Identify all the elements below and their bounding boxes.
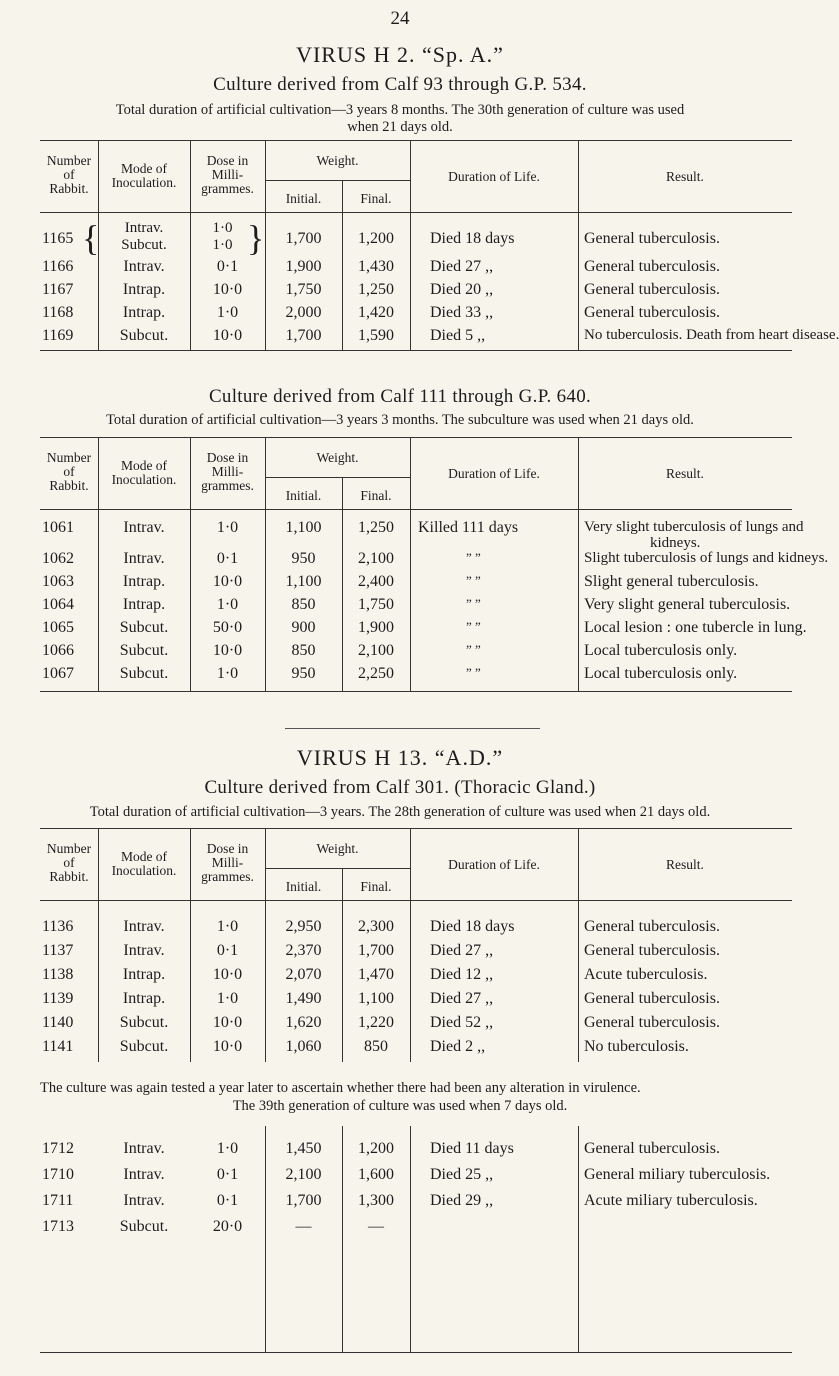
row-mode: Intrav. [123, 942, 165, 959]
row-final: 1,100 [358, 990, 394, 1007]
row-mode: Subcut. [119, 642, 169, 659]
row-initial: 1,700 [285, 1192, 322, 1209]
row-result: Acute miliary tuberculosis. [584, 1192, 758, 1209]
row-mode: Intrav. [123, 1140, 165, 1157]
row-number: 1065 [42, 619, 74, 636]
header-duration: Duration of Life. [448, 857, 540, 872]
row-final: — [368, 1218, 384, 1235]
row-dose: 1·0 [216, 1140, 239, 1157]
row-mode: Intrap. [122, 596, 166, 613]
row-duration: ” ” [466, 665, 481, 680]
row-mode: Intrav. [123, 550, 165, 567]
row-duration: Died 18 days [430, 230, 515, 247]
row-duration: Died 12 ,, [430, 966, 494, 983]
row-duration: ” ” [466, 573, 481, 588]
row-dose: 1·0 [216, 990, 239, 1007]
row-dose: 0·1 [216, 942, 239, 959]
row-number: 1167 [42, 281, 74, 298]
row-number: 1138 [42, 966, 74, 983]
header-initial: Initial. [285, 191, 322, 206]
row-result: General miliary tuberculosis. [584, 1166, 771, 1183]
row-number: 1067 [42, 665, 74, 682]
header-text: of [63, 855, 75, 870]
row-mode: Intrap. [122, 966, 166, 983]
header-bottom-rule [40, 900, 792, 901]
row-result: General tuberculosis. [584, 942, 720, 959]
row-initial: 2,100 [285, 1166, 322, 1183]
header-text: Inoculation. [111, 175, 177, 190]
weight-subrule [265, 477, 410, 478]
header-final: Final. [360, 488, 392, 503]
row-dose: 0·1 [216, 258, 239, 275]
culture-desc-1a: Total duration of artificial cultivation—3 years 8 months. The 30th generation of culture was used [115, 102, 685, 118]
row-result: General tuberculosis. [584, 918, 720, 935]
row-duration: Died 52 ,, [430, 1014, 494, 1031]
row-mode: Subcut. [119, 619, 169, 636]
row-final: 1,250 [358, 519, 394, 536]
row-duration: ” ” [466, 596, 481, 611]
row-initial: 1,700 [285, 327, 322, 344]
row-mode: Subcut. [119, 1218, 169, 1235]
row-dose: 1·0 [212, 220, 233, 236]
header-text: Rabbit. [49, 181, 89, 196]
header-weight: Weight. [316, 450, 359, 465]
row-dose: 10·0 [212, 327, 243, 344]
header-bottom-rule [40, 212, 792, 213]
header-mode [98, 162, 190, 190]
row-initial: — [295, 1218, 312, 1235]
culture-title-2: Culture derived from Calf 111 through G.P. 640. [208, 386, 592, 407]
culture-title-3: Culture derived from Calf 301. (Thoracic Gland.) [204, 777, 596, 798]
table-1 [0, 140, 839, 355]
row-number: 1169 [42, 327, 74, 344]
row-initial: 900 [291, 619, 316, 636]
row-result: General tuberculosis. [584, 258, 720, 275]
header-bottom-rule [40, 509, 792, 510]
row-final: 1,300 [358, 1192, 394, 1209]
header-text: Milli- [211, 167, 244, 182]
table-3 [0, 828, 800, 1348]
header-text: Dose in [206, 841, 249, 856]
row-final: 2,100 [358, 550, 394, 567]
row-duration: Died 27 ,, [430, 990, 494, 1007]
row-final: 2,100 [358, 642, 394, 659]
row-dose: 1·0 [216, 304, 239, 321]
brace-left: { [82, 218, 100, 258]
row-final: 1,250 [358, 281, 394, 298]
header-mode [98, 459, 190, 487]
row-number: 1168 [42, 304, 74, 321]
row-number: 1710 [42, 1166, 74, 1183]
header-initial: Initial. [285, 879, 322, 894]
row-initial: 950 [291, 665, 316, 682]
col-divider [342, 868, 343, 1062]
header-text: of [63, 167, 75, 182]
row-number: 1062 [42, 550, 74, 567]
row-dose: 0·1 [216, 1192, 239, 1209]
header-result: Result. [666, 857, 704, 872]
row-result: General tuberculosis. [584, 304, 720, 321]
row-initial: 1,100 [285, 519, 322, 536]
table-bottom-rule [40, 350, 792, 351]
row-initial: 950 [291, 550, 316, 567]
retest-note-line1: The culture was again tested a year later to ascertain whether there had been any alteration in virulence. [40, 1080, 641, 1096]
row-final: 1,750 [358, 596, 394, 613]
header-duration: Duration of Life. [448, 466, 540, 481]
row-result: General tuberculosis. [584, 1014, 720, 1031]
row-final: 850 [364, 1038, 388, 1055]
row-mode: Subcut. [119, 327, 169, 344]
row-dose: 50·0 [212, 619, 243, 636]
header-text: Rabbit. [49, 478, 89, 493]
header-weight: Weight. [316, 841, 359, 856]
row-mode: Intrav. [123, 1192, 165, 1209]
col-divider [342, 1126, 343, 1352]
row-mode: Intrav. [124, 220, 164, 236]
row-result: Local tuberculosis only. [584, 665, 738, 682]
row-number: 1140 [42, 1014, 74, 1031]
culture-title-1: Culture derived from Calf 93 through G.P. 534. [213, 74, 587, 95]
row-final: 1,200 [358, 1140, 394, 1157]
row-number: 1711 [42, 1192, 74, 1209]
row-initial: 2,000 [285, 304, 322, 321]
header-initial: Initial. [285, 488, 322, 503]
header-text: Dose in [206, 153, 249, 168]
table-top-rule [40, 437, 792, 438]
row-duration: Died 33 ,, [430, 304, 494, 321]
row-dose: 10·0 [212, 1038, 243, 1055]
row-dose: 10·0 [212, 1014, 243, 1031]
row-number: 1064 [42, 596, 74, 613]
header-text: Number [46, 450, 92, 465]
row-duration: Died 2 ,, [430, 1038, 486, 1055]
row-final: 1,470 [358, 966, 394, 983]
row-initial: 1,450 [285, 1140, 322, 1157]
header-text: Number [46, 841, 92, 856]
row-duration: Died 20 ,, [430, 281, 494, 298]
row-duration: Died 18 days [430, 918, 515, 935]
row-number: 1713 [42, 1218, 74, 1235]
row-dose: 20·0 [212, 1218, 243, 1235]
culture-desc-2: Total duration of artificial cultivation—3 years 3 months. The subculture was used when 21 days old. [106, 412, 694, 428]
row-number: 1136 [42, 918, 74, 935]
row-final: 1,220 [358, 1014, 394, 1031]
row-duration: Died 27 ,, [430, 258, 494, 275]
section-separator [285, 728, 540, 729]
row-duration: Died 27 ,, [430, 942, 494, 959]
row-mode: Intrav. [123, 519, 165, 536]
row-mode: Intrap. [122, 304, 166, 321]
header-text: Milli- [211, 464, 244, 479]
row-final: 2,300 [358, 918, 394, 935]
row-duration: Killed 111 days [418, 519, 519, 536]
row-dose: 0·1 [216, 1166, 239, 1183]
row-mode: Intrap. [122, 573, 166, 590]
row-mode: Intrav. [123, 258, 165, 275]
row-mode: Intrav. [123, 1166, 165, 1183]
row-dose: 0·1 [216, 550, 239, 567]
header-text: grammes. [201, 478, 254, 493]
header-mode [98, 850, 190, 878]
row-number: 1063 [42, 573, 74, 590]
row-duration: ” ” [466, 642, 481, 657]
row-number: 1141 [42, 1038, 74, 1055]
virus-title-h2: VIRUS H 2. “Sp. A.” [296, 42, 504, 67]
row-result: General tuberculosis. [584, 1140, 720, 1157]
row-initial: 1,490 [285, 990, 322, 1007]
header-duration: Duration of Life. [448, 169, 540, 184]
row-final: 1,590 [358, 327, 394, 344]
brace-right: } [247, 218, 265, 258]
col-divider [410, 1126, 411, 1352]
header-dose [190, 451, 265, 493]
row-initial: 1,900 [285, 258, 322, 275]
row-final: 2,250 [358, 665, 394, 682]
row-dose: 1·0 [216, 918, 239, 935]
weight-subrule [265, 180, 410, 181]
header-text: grammes. [201, 181, 254, 196]
row-initial: 850 [291, 596, 316, 613]
header-result: Result. [666, 169, 704, 184]
row-dose: 1·0 [216, 596, 239, 613]
row-mode: Subcut. [119, 1014, 169, 1031]
row-result: General tuberculosis. [584, 990, 720, 1007]
table-top-rule [40, 140, 792, 141]
table-top-rule [40, 828, 792, 829]
row-result: Local tuberculosis only. [584, 642, 738, 659]
row-initial: 1,100 [285, 573, 322, 590]
row-result: Slight tuberculosis of lungs and kidneys. [584, 550, 829, 566]
row-initial: 2,070 [285, 966, 322, 983]
culture-desc-1b: when 21 days old. [347, 119, 453, 135]
row-final: 1,420 [358, 304, 394, 321]
row-initial: 2,950 [285, 918, 322, 935]
row-duration: Died 29 ,, [430, 1192, 494, 1209]
table-bottom-rule [40, 691, 792, 692]
row-final: 1,700 [358, 942, 394, 959]
row-mode: Subcut. [121, 237, 167, 253]
header-text: Rabbit. [49, 869, 89, 884]
row-mode: Subcut. [119, 1038, 169, 1055]
row-result-continued: kidneys. [650, 535, 701, 551]
row-final: 1,600 [358, 1166, 394, 1183]
row-initial: 1,700 [285, 230, 322, 247]
header-text: Dose in [206, 450, 249, 465]
row-number: 1139 [42, 990, 74, 1007]
row-number: 1166 [42, 258, 74, 275]
row-dose: 1·0 [216, 519, 239, 536]
header-result: Result. [666, 466, 704, 481]
header-weight: Weight. [316, 153, 359, 168]
row-dose: 10·0 [212, 966, 243, 983]
row-initial: 1,750 [285, 281, 322, 298]
header-final: Final. [360, 191, 392, 206]
retest-note-line2: The 39th generation of culture was used when 7 days old. [232, 1098, 568, 1114]
row-dose: 1·0 [216, 665, 239, 682]
row-result: General tuberculosis. [584, 230, 720, 247]
header-text: Mode of [120, 161, 168, 176]
header-number [40, 842, 98, 884]
row-result: No tuberculosis. Death from heart disease. [584, 327, 839, 343]
row-dose: 1·0 [212, 237, 233, 253]
row-duration: ” ” [466, 619, 481, 634]
weight-subrule [265, 868, 410, 869]
virus-title-h13: VIRUS H 13. “A.D.” [296, 745, 504, 770]
row-duration: ” ” [466, 550, 481, 565]
row-dose: 10·0 [212, 642, 243, 659]
row-duration: Died 11 days [430, 1140, 514, 1157]
row-final: 1,200 [358, 230, 394, 247]
header-text: Inoculation. [111, 863, 177, 878]
header-text: of [63, 464, 75, 479]
header-dose [190, 842, 265, 884]
row-result: Local lesion : one tubercle in lung. [584, 619, 807, 636]
header-text: Mode of [120, 458, 168, 473]
header-text: grammes. [201, 869, 254, 884]
header-final: Final. [360, 879, 392, 894]
row-initial: 1,620 [285, 1014, 322, 1031]
table-2 [0, 437, 829, 697]
row-initial: 1,060 [285, 1038, 322, 1055]
header-text: Milli- [211, 855, 244, 870]
row-result: General tuberculosis. [584, 281, 720, 298]
row-mode: Intrap. [122, 990, 166, 1007]
header-number [40, 451, 98, 493]
header-number [40, 154, 98, 196]
row-result: Acute tuberculosis. [584, 966, 708, 983]
row-final: 2,400 [358, 573, 394, 590]
row-initial: 2,370 [285, 942, 322, 959]
row-number: 1061 [42, 519, 74, 536]
row-number: 1165 [42, 230, 74, 247]
row-result: Very slight tuberculosis of lungs and [584, 519, 804, 535]
row-duration: Died 25 ,, [430, 1166, 494, 1183]
header-dose [190, 154, 265, 196]
col-divider [265, 1126, 266, 1352]
row-number: 1066 [42, 642, 74, 659]
row-mode: Intrap. [122, 281, 166, 298]
row-number: 1137 [42, 942, 74, 959]
row-mode: Intrav. [123, 918, 165, 935]
row-dose: 10·0 [212, 281, 243, 298]
row-initial: 850 [291, 642, 316, 659]
row-mode: Subcut. [119, 665, 169, 682]
row-result: No tuberculosis. [584, 1038, 689, 1055]
row-result: Slight general tuberculosis. [584, 573, 759, 590]
row-number: 1712 [42, 1140, 74, 1157]
row-duration: Died 5 ,, [430, 327, 486, 344]
row-final: 1,900 [358, 619, 394, 636]
row-final: 1,430 [358, 258, 394, 275]
page-number: 24 [390, 8, 410, 29]
header-text: Number [46, 153, 92, 168]
row-dose: 10·0 [212, 573, 243, 590]
header-text: Mode of [120, 849, 168, 864]
row-result: Very slight general tuberculosis. [584, 596, 791, 613]
col-divider [578, 1126, 579, 1352]
culture-desc-3: Total duration of artificial cultivation—3 years. The 28th generation of culture was used when 21 days old. [89, 804, 711, 820]
header-text: Inoculation. [111, 472, 177, 487]
table-bottom-rule [40, 1352, 792, 1353]
